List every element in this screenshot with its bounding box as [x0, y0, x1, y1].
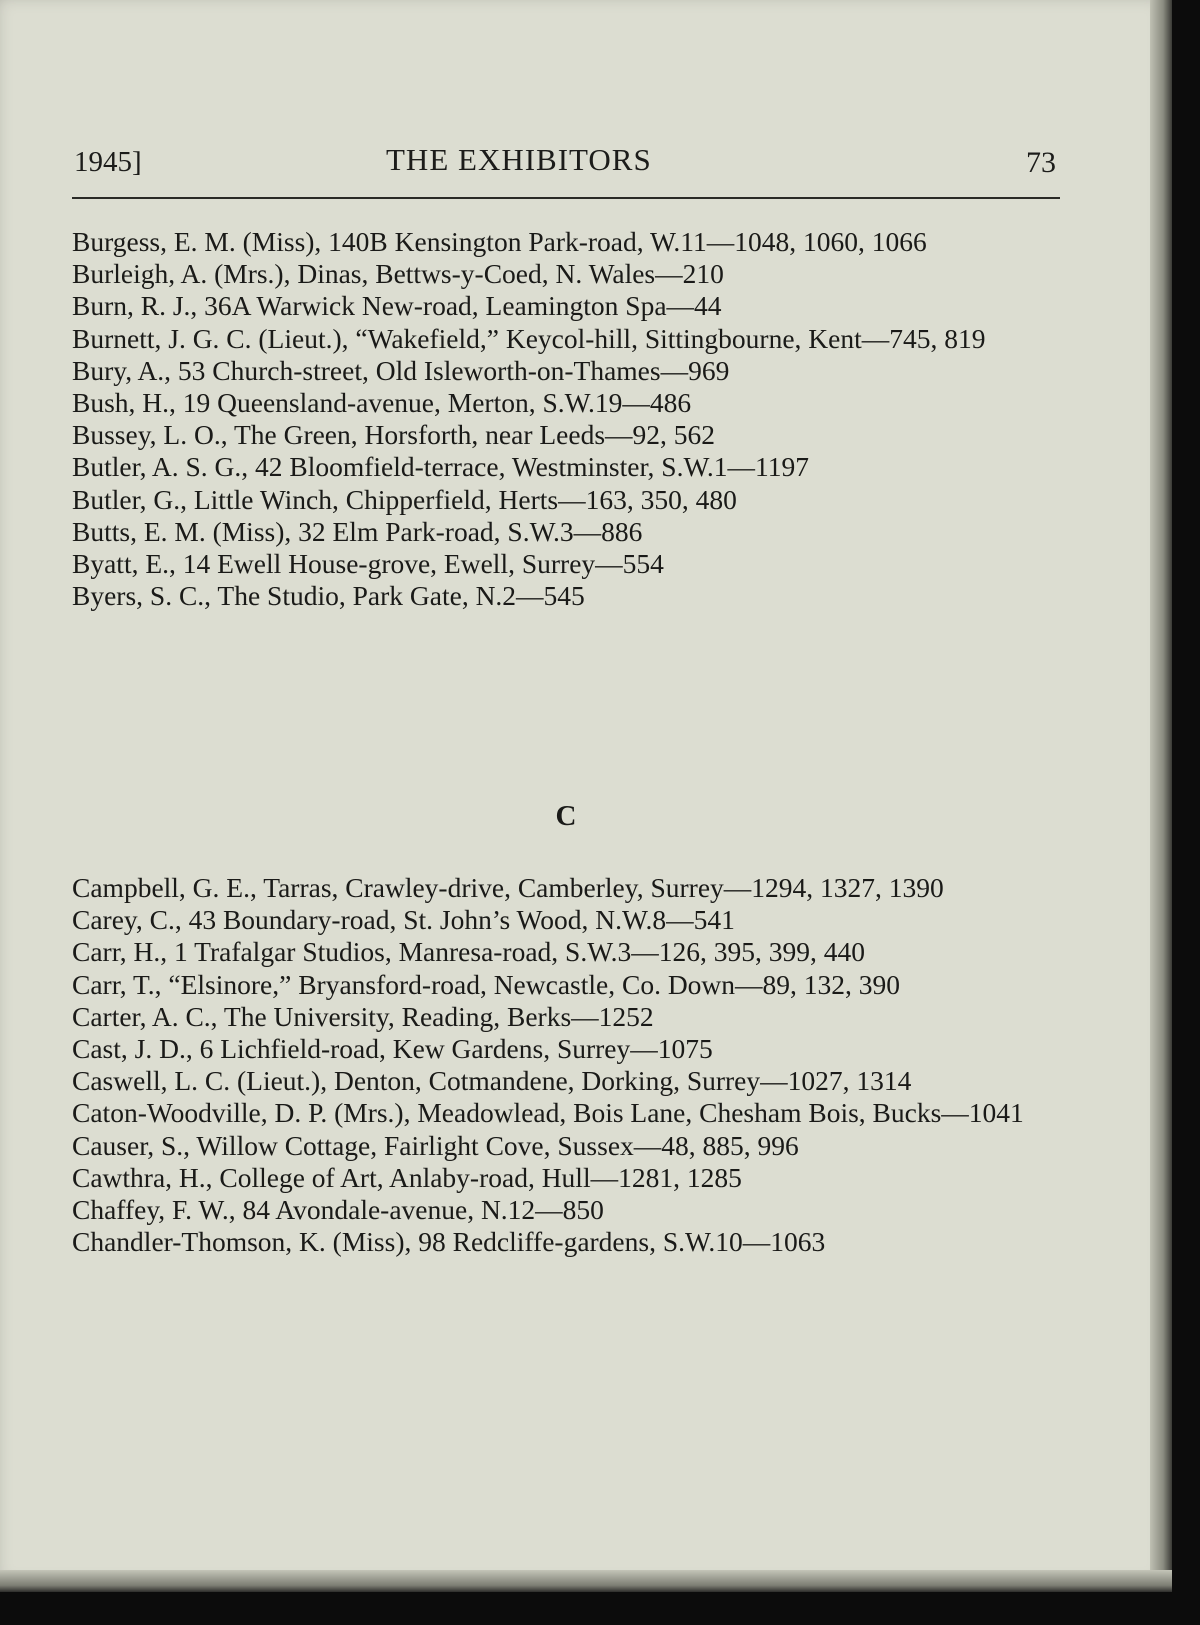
exhibitor-entry: Bury, A., 53 Church-street, Old Isleworth-on-Thames—969 [72, 354, 730, 386]
exhibitor-entry: Cawthra, H., College of Art, Anlaby-road, Hull—1281, 1285 [72, 1161, 742, 1193]
header-rule [72, 197, 1060, 199]
exhibitor-entry: Caswell, L. C. (Lieut.), Denton, Cotmandene, Dorking, Surrey—1027, 1314 [72, 1065, 912, 1097]
exhibitor-entry: Chandler-Thomson, K. (Miss), 98 Redcliffe-gardens, S.W.10—1063 [72, 1226, 826, 1258]
exhibitor-entry: Bussey, L. O., The Green, Horsforth, near Leeds—92, 562 [72, 419, 716, 451]
page-number: 73 [1026, 146, 1056, 179]
exhibitor-list-c [72, 872, 1060, 1258]
exhibitor-entry: Butler, A. S. G., 42 Bloomfield-terrace, Westminster, S.W.1—1197 [72, 451, 809, 483]
exhibitor-entry: Burgess, E. M. (Miss), 140B Kensington Park-road, W.11—1048, 1060, 1066 [72, 226, 927, 257]
exhibitor-entry: Butler, G., Little Winch, Chipperfield, Herts—163, 350, 480 [72, 483, 737, 515]
exhibitor-entry: Causer, S., Willow Cottage, Fairlight Cove, Sussex—48, 885, 996 [72, 1129, 799, 1161]
page-title: THE EXHIBITORS [386, 142, 652, 177]
exhibitor-list-b [72, 226, 1060, 612]
exhibitor-entry: Byatt, E., 14 Ewell House-grove, Ewell, Surrey—554 [72, 548, 664, 580]
section-heading-c: C [555, 800, 577, 832]
exhibitor-entry: Carr, T., “Elsinore,” Bryansford-road, Newcastle, Co. Down—89, 132, 390 [72, 968, 901, 1000]
running-header [72, 140, 1060, 192]
header-year: 1945] [74, 146, 142, 178]
exhibitor-entry: Caton-Woodville, D. P. (Mrs.), Meadowlead, Bois Lane, Chesham Bois, Bucks—1041 [72, 1097, 1024, 1129]
exhibitor-entry: Carr, H., 1 Trafalgar Studios, Manresa-road, S.W.3—126, 395, 399, 440 [72, 936, 866, 968]
exhibitor-entry: Campbell, G. E., Tarras, Crawley-drive, Camberley, Surrey—1294, 1327, 1390 [72, 872, 944, 903]
page-edge-bottom [0, 1570, 1172, 1592]
exhibitor-entry: Butts, E. M. (Miss), 32 Elm Park-road, S.W.3—886 [72, 515, 643, 547]
exhibitor-entry: Bush, H., 19 Queensland-avenue, Merton, S.W.19—486 [72, 387, 692, 419]
exhibitor-entry: Burn, R. J., 36A Warwick New-road, Leamington Spa—44 [72, 290, 722, 322]
exhibitor-entry: Cast, J. D., 6 Lichfield-road, Kew Gardens, Surrey—1075 [72, 1033, 713, 1065]
page-edge-right [1150, 0, 1172, 1592]
exhibitor-entry: Byers, S. C., The Studio, Park Gate, N.2—545 [72, 580, 585, 612]
exhibitor-entry: Burleigh, A. (Mrs.), Dinas, Bettws-y-Coed, N. Wales—210 [72, 258, 724, 290]
exhibitor-entry: Carter, A. C., The University, Reading, Berks—1252 [72, 1000, 654, 1032]
exhibitor-entry: Burnett, J. G. C. (Lieut.), “Wakefield,” Keycol-hill, Sittingbourne, Kent—745, 819 [72, 322, 986, 354]
exhibitor-entry: Chaffey, F. W., 84 Avondale-avenue, N.12—850 [72, 1194, 604, 1226]
exhibitor-entry: Carey, C., 43 Boundary-road, St. John’s Wood, N.W.8—541 [72, 904, 735, 936]
